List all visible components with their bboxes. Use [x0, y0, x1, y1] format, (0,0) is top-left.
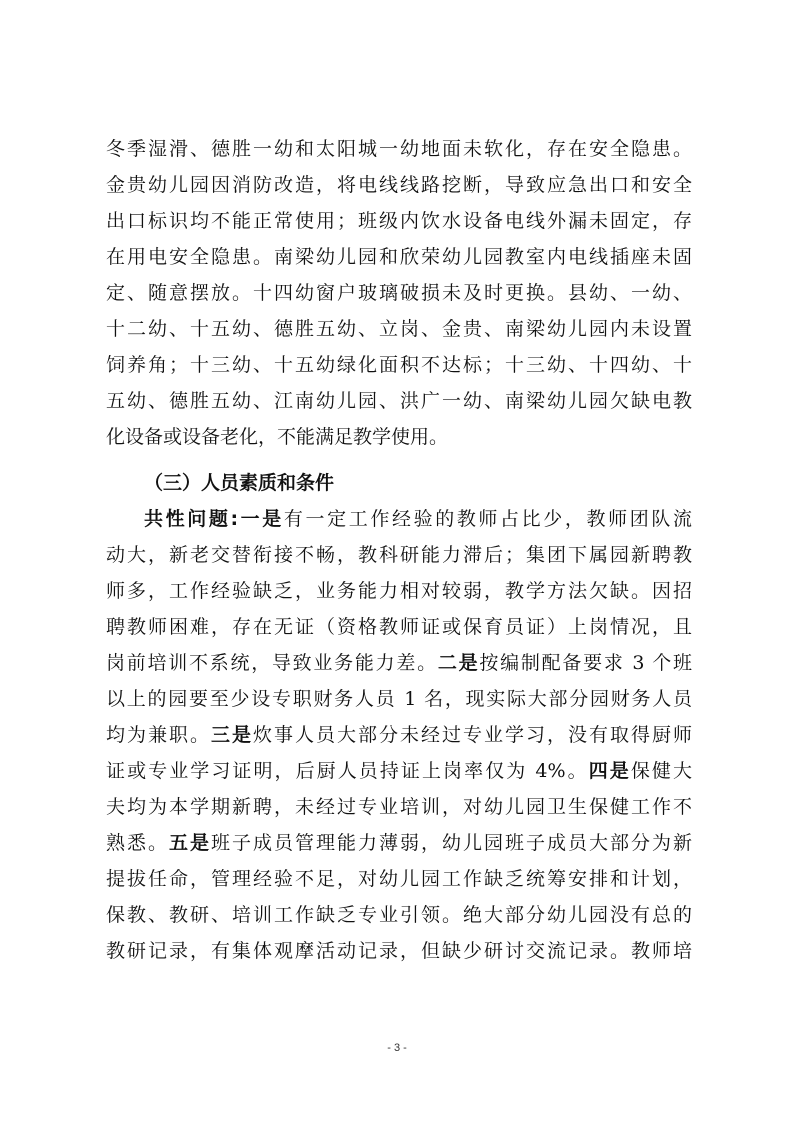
- text-line: 金贵幼儿园因消防改造，将电线线路挖断，导致应急出口和安全: [106, 174, 692, 196]
- text-line: 十二幼、十五幼、德胜五幼、立岗、金贵、南梁幼儿园内未设置: [106, 318, 692, 340]
- text-line: 在用电安全隐患。南梁幼儿园和欣荣幼儿园教室内电线插座未固: [106, 246, 692, 268]
- lead-label: 共性问题:: [144, 508, 239, 530]
- text-line: 五幼、德胜五幼、江南幼儿园、洪广一幼、南梁幼儿园欠缺电教: [106, 390, 692, 412]
- text-line: 冬季湿滑、德胜一幼和太阳城一幼地面未软化，存在安全隐患。: [106, 138, 692, 160]
- text-line: 教研记录，有集体观摩活动记录，但缺少研讨交流记录。教师培: [106, 940, 692, 962]
- section-heading: （三）人员素质和条件: [144, 472, 335, 494]
- text-line: 提拔任命，管理经验不足，对幼儿园工作缺乏统筹安排和计划，: [106, 868, 692, 890]
- text-line: 出口标识均不能正常使用；班级内饮水设备电线外漏未固定，存: [106, 210, 692, 232]
- text-run: 有一定工作经验的教师占比少，教师团队流: [283, 508, 692, 530]
- text-line: [106, 501, 692, 537]
- text-run: 班子成员管理能力薄弱，幼儿园班子成员大部分为新: [211, 832, 692, 854]
- text-line: 师多，工作经验缺乏，业务能力相对较弱，教学方法欠缺。因招: [106, 580, 692, 602]
- text-line: 聘教师困难，存在无证（资格教师证或保育员证）上岗情况，且: [106, 616, 692, 638]
- point-marker-4: 四是: [588, 760, 631, 782]
- point-marker-3: 三是: [211, 724, 253, 746]
- text-run: 保健大: [630, 760, 692, 782]
- text-line: [106, 645, 692, 681]
- text-run: 按编制配备要求 3 个班: [479, 652, 692, 674]
- text-run: 熟悉。: [106, 832, 169, 854]
- text-line: [106, 753, 692, 789]
- point-marker-1: 一是: [238, 508, 284, 530]
- text-run: 炊事人员大部分未经过专业学习，没有取得厨师: [253, 724, 692, 746]
- text-line: [106, 717, 692, 753]
- text-line: 化设备或设备老化，不能满足教学使用。: [106, 426, 449, 448]
- text-run: 均为兼职。: [106, 724, 211, 746]
- page-number: - 3 -: [387, 1042, 407, 1054]
- text-run: 证或专业学习证明，后厨人员持证上岗率仅为 4%。: [106, 760, 589, 782]
- text-run: 岗前培训不系统，导致业务能力差。: [106, 652, 438, 674]
- text-line: 定、随意摆放。十四幼窗户玻璃破损未及时更换。县幼、一幼、: [106, 282, 692, 304]
- paragraph-facilities-issues: [106, 131, 692, 455]
- text-line: 夫均为本学期新聘，未经过专业培训，对幼儿园卫生保健工作不: [106, 796, 692, 818]
- text-line: 饲养角；十三幼、十五幼绿化面积不达标；十三幼、十四幼、十: [106, 354, 692, 376]
- text-line: 以上的园要至少设专职财务人员 1 名，现实际大部分园财务人员: [106, 688, 692, 710]
- text-line: 动大，新老交替衔接不畅，教科研能力滞后；集团下属园新聘教: [106, 544, 692, 566]
- text-line: [106, 825, 692, 861]
- text-line: 保教、教研、培训工作缺乏专业引领。绝大部分幼儿园没有总的: [106, 904, 692, 926]
- point-marker-2: 二是: [437, 652, 480, 674]
- section-personnel: [106, 465, 692, 969]
- point-marker-5: 五是: [169, 832, 211, 854]
